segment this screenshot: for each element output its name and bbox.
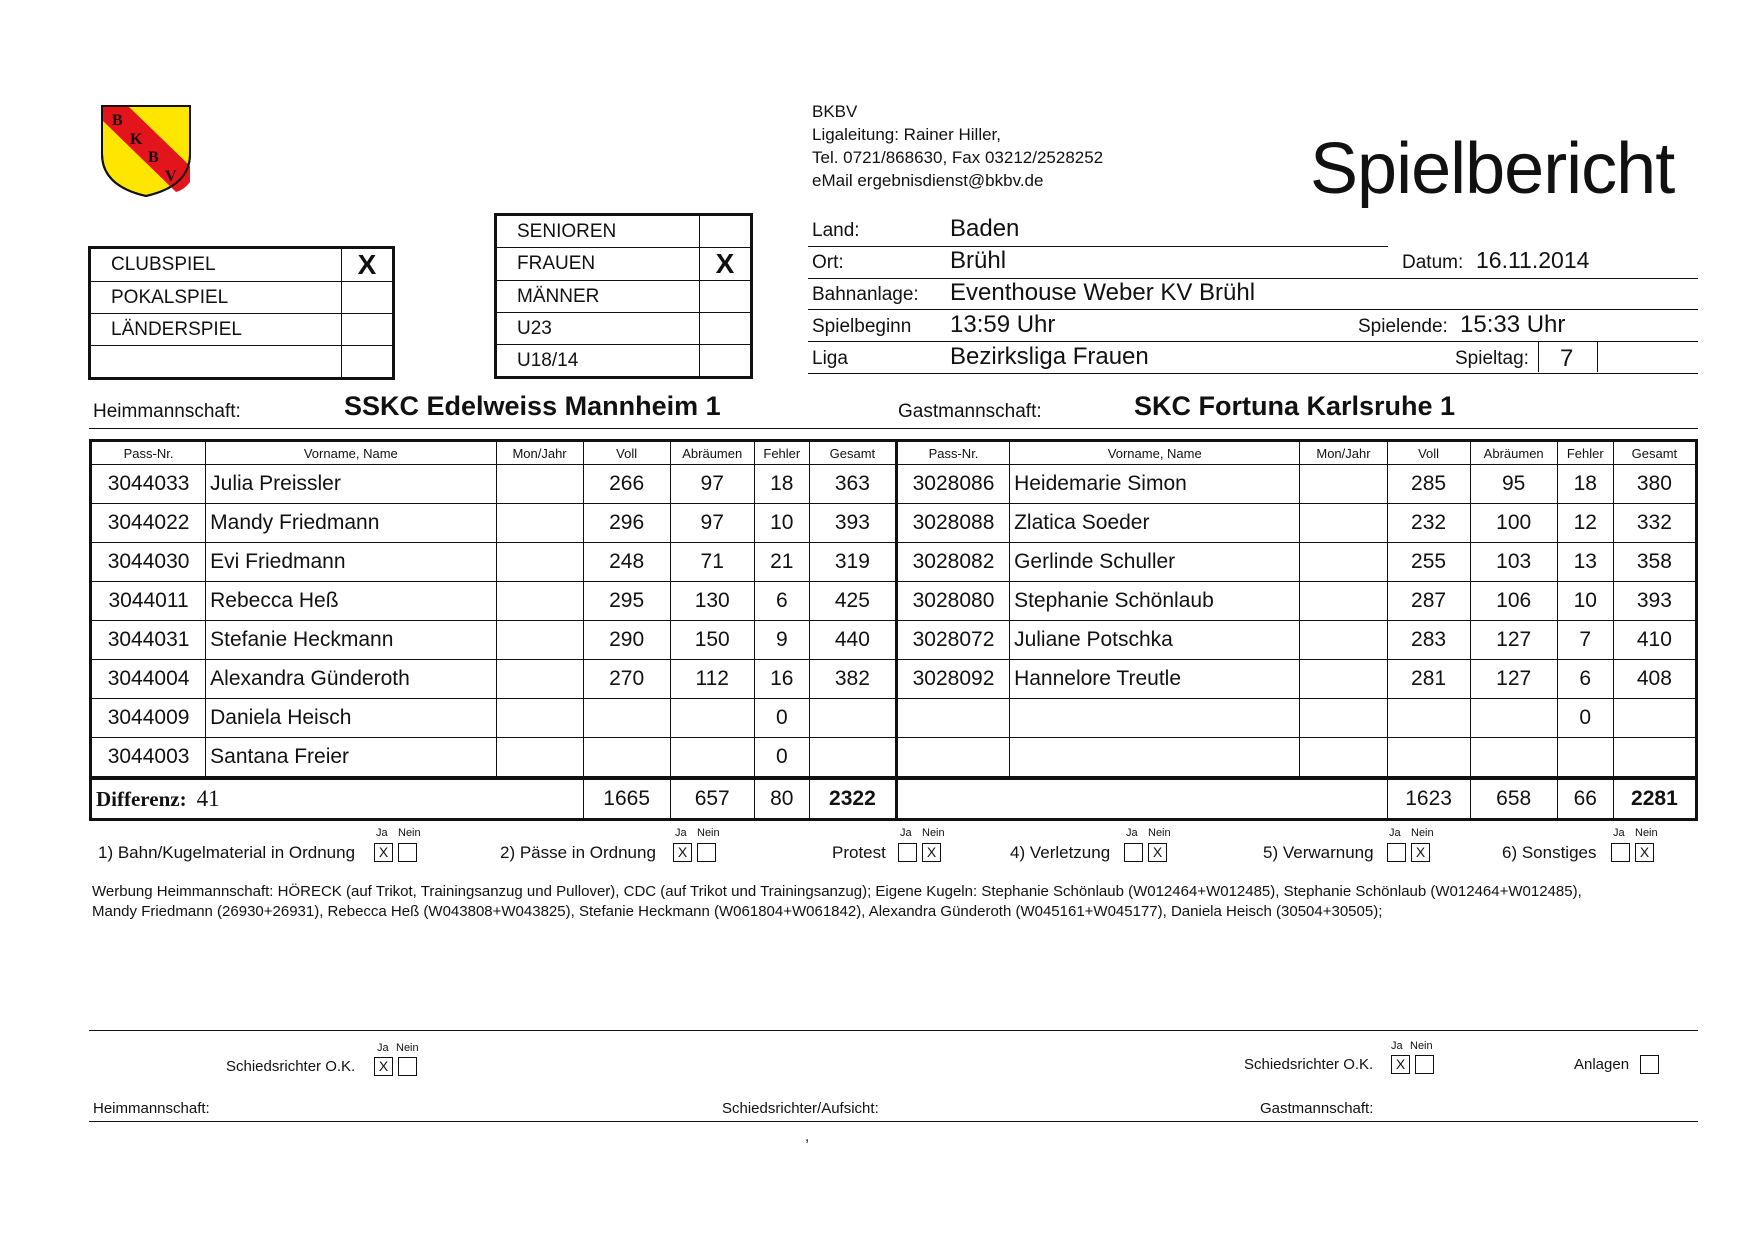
home-mon-jahr-cell — [496, 504, 583, 543]
home-mon-jahr-cell — [496, 621, 583, 660]
schiri-ok-guest-nein-checkbox[interactable] — [1415, 1055, 1434, 1074]
divider — [89, 1121, 1698, 1122]
guest-total-abraeumen: 658 — [1470, 778, 1557, 820]
class-mark — [700, 281, 752, 313]
class-row — [496, 248, 752, 281]
home-voll-cell: 248 — [583, 543, 670, 582]
home-pass-nr-cell: 3044009 — [91, 699, 206, 738]
class-mark: X — [700, 248, 752, 281]
guest-pass-nr-cell: 3028088 — [896, 504, 1009, 543]
guest-gesamt-cell — [1613, 738, 1696, 779]
guest-fehler-cell: 13 — [1557, 543, 1613, 582]
home-player-name-cell: Julia Preissler — [206, 465, 496, 504]
check-5-ja-checkbox[interactable] — [1387, 843, 1406, 862]
nein-label: Nein — [697, 827, 720, 839]
class-label: U23 — [496, 313, 700, 345]
guest-abraeumen-cell: 100 — [1470, 504, 1557, 543]
home-mon-jahr-cell — [496, 660, 583, 699]
guest-mon-jahr-cell — [1300, 465, 1387, 504]
logo-letter: K — [130, 131, 143, 148]
class-row — [496, 313, 752, 345]
spieltag-value: 7 — [1560, 345, 1574, 372]
home-total-gesamt: 2322 — [809, 778, 896, 820]
difference-label: Differenz: — [96, 787, 187, 811]
guest-fehler-cell: 0 — [1557, 699, 1613, 738]
table-row — [91, 582, 1697, 621]
match-type-row — [90, 282, 394, 314]
class-label: U18/14 — [496, 345, 700, 378]
divider — [808, 373, 1698, 374]
match-type-mark — [342, 282, 394, 314]
home-fehler-cell: 18 — [754, 465, 809, 504]
home-voll-cell: 295 — [583, 582, 670, 621]
org-ligaleitung: Ligaleitung: Rainer Hiller, — [812, 125, 1001, 144]
home-fehler-cell: 9 — [754, 621, 809, 660]
home-voll-cell: 296 — [583, 504, 670, 543]
check-3-ja-checkbox[interactable] — [898, 843, 917, 862]
guest-gesamt-cell: 358 — [1613, 543, 1696, 582]
class-mark — [700, 215, 752, 248]
home-pass-nr-cell: 3044003 — [91, 738, 206, 779]
col-header: Mon/Jahr — [1300, 441, 1387, 465]
ja-label: Ja — [1391, 1040, 1403, 1052]
match-type-label: POKALSPIEL — [90, 282, 342, 314]
col-header: Gesamt — [1613, 441, 1696, 465]
home-pass-nr-cell: 3044030 — [91, 543, 206, 582]
home-pass-nr-cell: 3044033 — [91, 465, 206, 504]
guest-abraeumen-cell: 95 — [1470, 465, 1557, 504]
home-fehler-cell: 21 — [754, 543, 809, 582]
class-row — [496, 215, 752, 248]
home-pass-nr-cell: 3044022 — [91, 504, 206, 543]
home-voll-cell — [583, 699, 670, 738]
home-fehler-cell: 10 — [754, 504, 809, 543]
guest-player-name-cell: Heidemarie Simon — [1010, 465, 1300, 504]
guest-abraeumen-cell: 103 — [1470, 543, 1557, 582]
home-abraeumen-cell: 150 — [670, 621, 754, 660]
guest-pass-nr-cell: 3028080 — [896, 582, 1009, 621]
guest-mon-jahr-cell — [1300, 504, 1387, 543]
home-player-name-cell: Santana Freier — [206, 738, 496, 779]
col-header: Abräumen — [670, 441, 754, 465]
ja-label: Ja — [377, 1042, 389, 1054]
ja-label: Ja — [1126, 827, 1138, 839]
match-type-row — [90, 314, 394, 346]
check-3-nein-checkbox[interactable]: X — [922, 843, 941, 862]
stray-comma: , — [805, 1128, 810, 1145]
guest-total-spacer — [896, 778, 1387, 820]
ja-label: Ja — [376, 827, 388, 839]
guest-total-voll: 1623 — [1387, 778, 1470, 820]
home-gesamt-cell: 440 — [809, 621, 896, 660]
datum-label: Datum: — [1402, 252, 1464, 273]
players-table — [89, 439, 1698, 821]
signature-guest-label: Gastmannschaft: — [1260, 1100, 1374, 1117]
ja-label: Ja — [900, 827, 912, 839]
match-type-table — [88, 246, 395, 380]
spielende-label: Spielende: — [1358, 316, 1448, 337]
table-row — [91, 621, 1697, 660]
home-abraeumen-cell: 130 — [670, 582, 754, 621]
home-gesamt-cell: 425 — [809, 582, 896, 621]
home-team-name: SSKC Edelweiss Mannheim 1 — [344, 391, 721, 421]
home-pass-nr-cell: 3044004 — [91, 660, 206, 699]
guest-pass-nr-cell — [896, 699, 1009, 738]
table-header-row — [91, 441, 1697, 465]
home-gesamt-cell — [809, 699, 896, 738]
table-row — [91, 660, 1697, 699]
guest-mon-jahr-cell — [1300, 660, 1387, 699]
home-player-name-cell: Stefanie Heckmann — [206, 621, 496, 660]
match-type-label: LÄNDERSPIEL — [90, 314, 342, 346]
class-label: FRAUEN — [496, 248, 700, 281]
guest-gesamt-cell: 408 — [1613, 660, 1696, 699]
class-row — [496, 345, 752, 378]
guest-player-name-cell — [1010, 699, 1300, 738]
schiri-ok-guest-ja-checkbox[interactable]: X — [1391, 1055, 1410, 1074]
guest-voll-cell: 281 — [1387, 660, 1470, 699]
class-label: MÄNNER — [496, 281, 700, 313]
check-label: 1) Bahn/Kugelmaterial in Ordnung — [98, 843, 356, 862]
home-fehler-cell: 16 — [754, 660, 809, 699]
guest-gesamt-cell: 393 — [1613, 582, 1696, 621]
home-gesamt-cell: 393 — [809, 504, 896, 543]
guest-mon-jahr-cell — [1300, 699, 1387, 738]
divider — [89, 1030, 1698, 1031]
spieltag-label: Spieltag: — [1455, 348, 1529, 369]
guest-total-fehler: 66 — [1557, 778, 1613, 820]
guest-player-name-cell: Juliane Potschka — [1010, 621, 1300, 660]
table-row — [91, 465, 1697, 504]
guest-voll-cell: 285 — [1387, 465, 1470, 504]
divider — [808, 246, 1388, 247]
home-abraeumen-cell: 97 — [670, 504, 754, 543]
home-abraeumen-cell — [670, 738, 754, 779]
guest-mon-jahr-cell — [1300, 621, 1387, 660]
match-type-row — [90, 346, 394, 379]
schiri-ok-home-label: Schiedsrichter O.K. — [226, 1058, 356, 1075]
guest-total-gesamt: 2281 — [1613, 778, 1696, 820]
logo-letter: B — [148, 149, 159, 166]
guest-player-name-cell — [1010, 738, 1300, 779]
guest-pass-nr-cell: 3028086 — [896, 465, 1009, 504]
home-pass-nr-cell: 3044031 — [91, 621, 206, 660]
logo-letter: B — [112, 112, 123, 129]
home-mon-jahr-cell — [496, 543, 583, 582]
home-mon-jahr-cell — [496, 738, 583, 779]
home-pass-nr-cell: 3044011 — [91, 582, 206, 621]
difference-cell — [91, 778, 584, 820]
guest-mon-jahr-cell — [1300, 738, 1387, 779]
check-6-ja-checkbox[interactable] — [1611, 843, 1630, 862]
check-5-nein-checkbox[interactable]: X — [1411, 843, 1430, 862]
home-abraeumen-cell — [670, 699, 754, 738]
schiri-ok-home-nein-checkbox[interactable] — [398, 1057, 417, 1076]
col-header: Gesamt — [809, 441, 896, 465]
spielende-value: 15:33 Uhr — [1460, 311, 1566, 338]
check-4-nein-checkbox[interactable]: X — [1148, 843, 1167, 862]
check-2-nein-checkbox[interactable] — [697, 843, 716, 862]
home-voll-cell: 270 — [583, 660, 670, 699]
schiri-ok-home-ja-checkbox[interactable]: X — [374, 1057, 393, 1076]
col-header: Pass-Nr. — [91, 441, 206, 465]
guest-player-name-cell: Stephanie Schönlaub — [1010, 582, 1300, 621]
col-header: Voll — [1387, 441, 1470, 465]
class-row — [496, 281, 752, 313]
home-voll-cell: 266 — [583, 465, 670, 504]
check-2-ja-checkbox[interactable]: X — [673, 843, 692, 862]
home-abraeumen-cell: 97 — [670, 465, 754, 504]
match-type-label: CLUBSPIEL — [90, 248, 342, 282]
home-total-abraeumen: 657 — [670, 778, 754, 820]
guest-mon-jahr-cell — [1300, 543, 1387, 582]
org-phone: Tel. 0721/868630, Fax 03212/2528252 — [812, 148, 1104, 167]
land-value: Baden — [950, 215, 1020, 242]
anlagen-checkbox[interactable] — [1640, 1055, 1659, 1074]
home-team-label: Heimmannschaft: — [93, 401, 241, 422]
match-type-mark — [342, 346, 394, 379]
guest-pass-nr-cell: 3028082 — [896, 543, 1009, 582]
org-email: eMail ergebnisdienst@bkbv.de — [812, 171, 1044, 190]
org-name: BKBV — [812, 102, 858, 121]
match-type-row — [90, 248, 394, 282]
guest-voll-cell: 232 — [1387, 504, 1470, 543]
class-mark — [700, 345, 752, 378]
guest-voll-cell: 287 — [1387, 582, 1470, 621]
signature-referee-label: Schiedsrichter/Aufsicht: — [722, 1100, 879, 1117]
difference-value: 41 — [196, 786, 220, 811]
schiri-ok-guest-label: Schiedsrichter O.K. — [1244, 1056, 1374, 1073]
guest-player-name-cell: Gerlinde Schuller — [1010, 543, 1300, 582]
home-abraeumen-cell: 112 — [670, 660, 754, 699]
guest-team-name: SKC Fortuna Karlsruhe 1 — [1134, 391, 1456, 421]
bahnanlage-label: Bahnanlage: — [812, 284, 919, 305]
home-player-name-cell: Mandy Friedmann — [206, 504, 496, 543]
home-voll-cell — [583, 738, 670, 779]
guest-player-name-cell: Zlatica Soeder — [1010, 504, 1300, 543]
nein-label: Nein — [922, 827, 945, 839]
guest-fehler-cell: 6 — [1557, 660, 1613, 699]
guest-player-name-cell: Hannelore Treutle — [1010, 660, 1300, 699]
check-label: 5) Verwarnung — [1263, 843, 1374, 862]
spielbeginn-value: 13:59 Uhr — [950, 311, 1056, 338]
home-total-fehler: 80 — [754, 778, 809, 820]
class-label: SENIOREN — [496, 215, 700, 248]
nein-label: Nein — [398, 827, 421, 839]
check-4-ja-checkbox[interactable] — [1124, 843, 1143, 862]
spielbeginn-label: Spielbeginn — [812, 316, 912, 337]
col-header: Voll — [583, 441, 670, 465]
guest-voll-cell: 283 — [1387, 621, 1470, 660]
guest-pass-nr-cell — [896, 738, 1009, 779]
home-fehler-cell: 6 — [754, 582, 809, 621]
home-player-name-cell: Alexandra Günderoth — [206, 660, 496, 699]
nein-label: Nein — [396, 1042, 419, 1054]
anlagen-label: Anlagen — [1574, 1056, 1630, 1073]
datum-value: 16.11.2014 — [1476, 247, 1590, 273]
nein-label: Nein — [1148, 827, 1171, 839]
home-mon-jahr-cell — [496, 699, 583, 738]
class-table — [494, 213, 753, 379]
guest-pass-nr-cell: 3028092 — [896, 660, 1009, 699]
nein-label: Nein — [1635, 827, 1658, 839]
totals-row — [91, 778, 1697, 820]
home-gesamt-cell: 319 — [809, 543, 896, 582]
col-header: Vorname, Name — [1010, 441, 1300, 465]
guest-team-label: Gastmannschaft: — [898, 401, 1042, 422]
home-mon-jahr-cell — [496, 582, 583, 621]
guest-fehler-cell: 10 — [1557, 582, 1613, 621]
col-header: Mon/Jahr — [496, 441, 583, 465]
divider — [89, 428, 1698, 429]
nein-label: Nein — [1410, 1040, 1433, 1052]
guest-fehler-cell: 7 — [1557, 621, 1613, 660]
check-label: Protest — [832, 843, 886, 862]
home-abraeumen-cell: 71 — [670, 543, 754, 582]
ort-label: Ort: — [812, 252, 844, 273]
table-row — [91, 543, 1697, 582]
table-row — [91, 504, 1697, 543]
signature-home-label: Heimmannschaft: — [93, 1100, 210, 1117]
col-header: Abräumen — [1470, 441, 1557, 465]
home-mon-jahr-cell — [496, 465, 583, 504]
check-1-nein-checkbox[interactable] — [398, 843, 417, 862]
home-player-name-cell: Daniela Heisch — [206, 699, 496, 738]
guest-fehler-cell: 12 — [1557, 504, 1613, 543]
match-type-mark — [342, 314, 394, 346]
guest-pass-nr-cell: 3028072 — [896, 621, 1009, 660]
check-label: 6) Sonstiges — [1502, 843, 1597, 862]
guest-fehler-cell: 18 — [1557, 465, 1613, 504]
check-6-nein-checkbox[interactable]: X — [1635, 843, 1654, 862]
guest-voll-cell: 255 — [1387, 543, 1470, 582]
guest-voll-cell — [1387, 699, 1470, 738]
col-header: Fehler — [754, 441, 809, 465]
guest-gesamt-cell — [1613, 699, 1696, 738]
home-fehler-cell: 0 — [754, 738, 809, 779]
guest-gesamt-cell: 332 — [1613, 504, 1696, 543]
guest-abraeumen-cell — [1470, 738, 1557, 779]
col-header: Pass-Nr. — [896, 441, 1009, 465]
guest-gesamt-cell: 410 — [1613, 621, 1696, 660]
bkbv-logo — [100, 104, 192, 198]
advertising-line: Werbung Heimmannschaft: HÖRECK (auf Trikot, Trainingsanzug und Pullover), CDC (auf Trikot und Trainingsanzug); Eigene Kugeln: Stephanie Schönlaub (W012464+W012485), Stephanie Schönlaub (W012464+W012485), — [92, 883, 1582, 900]
page-title: Spielbericht — [1310, 129, 1675, 209]
ja-label: Ja — [1613, 827, 1625, 839]
bahnanlage-value: Eventhouse Weber KV Brühl — [950, 279, 1256, 306]
guest-abraeumen-cell: 127 — [1470, 660, 1557, 699]
home-player-name-cell: Rebecca Heß — [206, 582, 496, 621]
ja-label: Ja — [675, 827, 687, 839]
class-mark — [700, 313, 752, 345]
match-type-mark: X — [342, 248, 394, 282]
ja-label: Ja — [1389, 827, 1401, 839]
logo-letter: V — [165, 168, 177, 185]
home-total-voll: 1665 — [583, 778, 670, 820]
guest-abraeumen-cell — [1470, 699, 1557, 738]
home-gesamt-cell: 382 — [809, 660, 896, 699]
home-gesamt-cell: 363 — [809, 465, 896, 504]
check-1-ja-checkbox[interactable]: X — [374, 843, 393, 862]
nein-label: Nein — [1411, 827, 1434, 839]
home-fehler-cell: 0 — [754, 699, 809, 738]
divider — [808, 309, 1698, 310]
guest-fehler-cell — [1557, 738, 1613, 779]
home-gesamt-cell — [809, 738, 896, 779]
home-player-name-cell: Evi Friedmann — [206, 543, 496, 582]
advertising-line: Mandy Friedmann (26930+26931), Rebecca Heß (W043808+W043825), Stefanie Heckmann (W061804+W061842), Alexandra Günderoth (W045161+W045177), Daniela Heisch (30504+30505); — [92, 903, 1383, 920]
ort-value: Brühl — [950, 247, 1007, 274]
guest-gesamt-cell: 380 — [1613, 465, 1696, 504]
guest-abraeumen-cell: 106 — [1470, 582, 1557, 621]
check-label: 2) Pässe in Ordnung — [500, 843, 656, 862]
table-row — [91, 699, 1697, 738]
guest-voll-cell — [1387, 738, 1470, 779]
liga-label: Liga — [812, 348, 848, 369]
liga-value: Bezirksliga Frauen — [950, 343, 1149, 370]
guest-abraeumen-cell: 127 — [1470, 621, 1557, 660]
col-header: Vorname, Name — [206, 441, 496, 465]
home-voll-cell: 290 — [583, 621, 670, 660]
table-row — [91, 738, 1697, 779]
match-type-label — [90, 346, 342, 379]
guest-mon-jahr-cell — [1300, 582, 1387, 621]
check-label: 4) Verletzung — [1010, 843, 1111, 862]
land-label: Land: — [812, 220, 860, 241]
col-header: Fehler — [1557, 441, 1613, 465]
